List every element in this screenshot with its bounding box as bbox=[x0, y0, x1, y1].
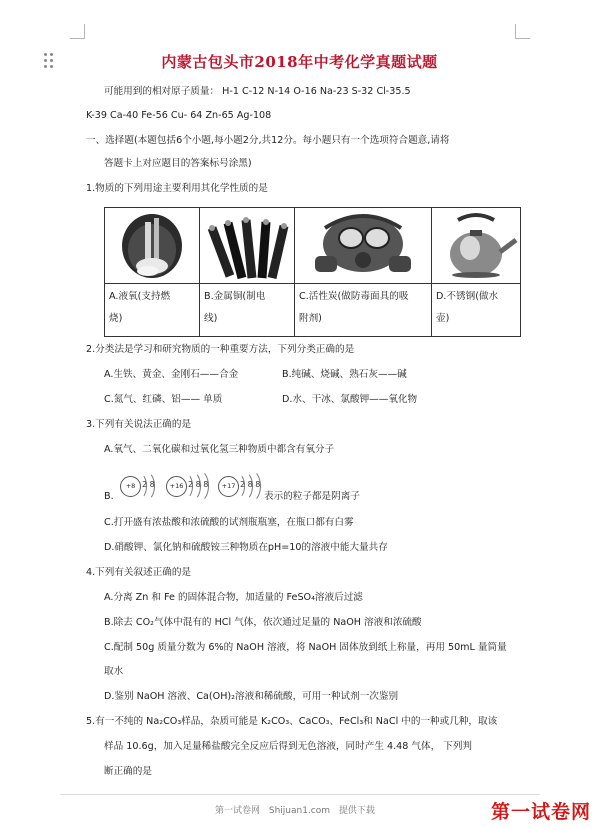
q5-stem-line-2: 样品 10.6g，加入足量稀盐酸完全反应后得到无色溶液，同时产生 4.48 气体， 下列判 bbox=[104, 741, 473, 752]
footer-divider bbox=[60, 794, 540, 795]
q1-stem: 1.物质的下列用途主要利用其化学性质的是 bbox=[86, 183, 268, 194]
q3-stem: 3.下列有关说法正确的是 bbox=[86, 419, 192, 430]
document-title: 内蒙古包头市2018年中考化学真题试题 bbox=[161, 53, 438, 71]
atom-diagram-oxygen: +8 2 8 bbox=[120, 476, 170, 496]
footer-text: 第一试卷网 Shijuan1.com 提供下载 bbox=[215, 806, 375, 816]
q2-stem: 2.分类法是学习和研究物质的一种重要方法，下列分类正确的是 bbox=[86, 344, 355, 355]
q2-option-a[interactable]: A.生铁、黄金、金刚石——合金 bbox=[104, 369, 239, 380]
q1-option-d[interactable]: D.不锈钢(做水 壶) bbox=[432, 284, 521, 337]
q3-option-d[interactable]: D.硝酸钾、氯化钠和硫酸铵三种物质在pH=10的溶液中能大量共存 bbox=[104, 542, 388, 553]
atom-diagram-sulfur: +16 2 8 8 bbox=[166, 476, 224, 496]
section-heading-cont: 答题卡上对应题目的答案标号涂黑) bbox=[104, 158, 252, 169]
stainless-kettle-image bbox=[432, 208, 520, 283]
copper-wire-image bbox=[200, 208, 294, 283]
section-heading: 一、选择题(本题包括6个小题,每小题2分,共12分。每小题只有一个选项符合题意,请将 bbox=[86, 135, 450, 146]
q4-option-b[interactable]: B.除去 CO₂气体中混有的 HCl 气体，依次通过足量的 NaOH 溶液和浓硫酸 bbox=[104, 617, 422, 628]
q2-option-b[interactable]: B.纯碱、烧碱、熟石灰——碱 bbox=[282, 369, 407, 380]
liquid-oxygen-image bbox=[105, 208, 199, 283]
q4-option-a[interactable]: A.分离 Zn 和 Fe 的固体混合物，加适量的 FeSO₄溶液后过滤 bbox=[104, 592, 363, 603]
q4-option-c[interactable]: C.配制 50g 质量分数为 6%的 NaOH 溶液，将 NaOH 固体放到纸上称量，再用 50mL 量筒量 bbox=[104, 642, 507, 653]
q4-option-d[interactable]: D.鉴别 NaOH 溶液、Ca(OH)₂溶液和稀硫酸，可用一种试剂一次鉴别 bbox=[104, 691, 399, 702]
q2-option-d[interactable]: D.水、干冰、氯酸钾——氧化物 bbox=[282, 394, 418, 405]
atom-diagram-chlorine: +17 2 8 8 bbox=[218, 476, 276, 496]
q4-option-c-cont: 取水 bbox=[104, 666, 124, 677]
q1-option-table bbox=[104, 207, 521, 337]
gas-mask-image bbox=[295, 208, 431, 283]
margin-corner-mark bbox=[515, 24, 530, 39]
q3-option-b-text: 表示的粒子都是阴离子 bbox=[264, 491, 360, 502]
q3-option-c[interactable]: C.打开盛有浓盐酸和浓硫酸的试剂瓶瓶塞，在瓶口都有白雾 bbox=[104, 517, 354, 528]
q1-option-c[interactable]: C.活性炭(做防毒面具的吸 附剂) bbox=[295, 284, 432, 337]
atomic-mass-line-2: K-39 Ca-40 Fe-56 Cu- 64 Zn-65 Ag-108 bbox=[86, 110, 272, 121]
q1-option-b[interactable]: B.金属铜(制电 线) bbox=[200, 284, 295, 337]
brand-watermark: 第一试卷网 bbox=[490, 801, 591, 823]
atomic-mass-line-1: 可能用到的相对原子质量： H-1 C-12 N-14 O-16 Na-23 S-32 Cl-35.5 bbox=[104, 86, 411, 97]
q5-stem-line-3: 断正确的是 bbox=[104, 766, 152, 777]
q2-option-c[interactable]: C.氮气、红磷、铝—— 单质 bbox=[104, 394, 223, 405]
q3-option-b-label[interactable]: B. bbox=[104, 491, 114, 502]
margin-corner-mark bbox=[70, 24, 85, 39]
q5-stem-line-1: 5.有一不纯的 Na₂CO₃样品，杂质可能是 K₂CO₃、CaCO₃、FeCl₃和 NaCl 中的一种或几种，取该 bbox=[86, 716, 498, 727]
q4-stem: 4.下列有关叙述正确的是 bbox=[86, 567, 192, 578]
q3-option-a[interactable]: A.氧气、二氧化碳和过氧化氢三种物质中都含有氧分子 bbox=[104, 444, 335, 455]
q1-option-a[interactable]: A.液氧(支持燃 烧) bbox=[105, 284, 200, 337]
